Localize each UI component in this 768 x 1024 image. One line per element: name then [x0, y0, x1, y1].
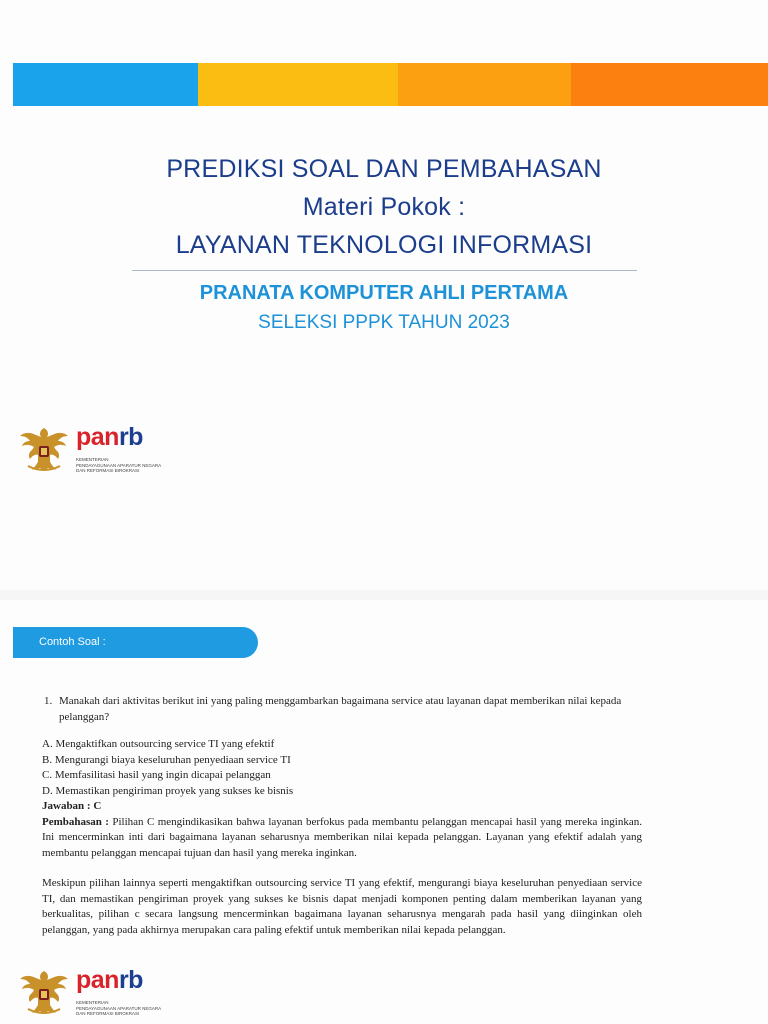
- option-d: D. Memastikan pengiriman proyek yang sukses ke bisnis: [42, 784, 294, 797]
- section-label: Contoh Soal :: [13, 627, 258, 658]
- options-list: [42, 737, 642, 799]
- explanation-text: Pilihan C mengindikasikan bahwa layanan berfokus pada membantu pelanggan mencapai hasil yang mereka inginkan. Ini mencerminkan inti dari bagaimana layanan seharusnya memberikan nilai kepada pelanggan. Layanan yang efektif adalah yang membantu pelanggan mencapai tujuan dan hasil yang mereka inginkan.: [42, 815, 642, 859]
- question-content: [42, 694, 642, 938]
- answer: Jawaban : C: [42, 800, 102, 812]
- divider: [132, 270, 637, 271]
- color-bar-yellow: [198, 63, 398, 106]
- title-line-1: PREDIKSI SOAL DAN PEMBAHASAN: [166, 155, 602, 183]
- option-a: A. Mengaktifkan outsourcing service TI yang efektif: [42, 738, 275, 750]
- option-b: B. Mengurangi biaya keseluruhan penyediaan service TI: [42, 753, 291, 766]
- title-line-2: Materi Pokok :: [302, 193, 466, 221]
- color-bar-blue: [13, 63, 198, 106]
- logo-text: [76, 967, 186, 1017]
- logo-wordmark: panrb: [76, 966, 143, 994]
- option-c: C. Memfasilitasi hasil yang ingin dicapai pelanggan: [42, 769, 271, 781]
- question: [42, 694, 642, 725]
- subtitle-selection: SELEKSI PPPK TAHUN 2023: [258, 312, 510, 333]
- slide-title: [0, 150, 768, 264]
- color-bar-dark-orange: [571, 63, 768, 106]
- title-line-3: LAYANAN TEKNOLOGI INFORMASI: [175, 231, 593, 259]
- color-bar: [13, 63, 768, 106]
- explanation: [42, 815, 642, 862]
- explanation-paragraph-2: Meskipun pilihan lainnya seperti mengaktifkan outsourcing service TI yang efektif, mengurangi biaya keseluruhan penyediaan service TI, dan memastikan pengiriman proyek yang sukses ke bisnis dapat menjadi komponen penting dalam memberikan layanan yang berkualitas, pilihan c secara langsung mencerminkan bagaimana layanan seharusnya mengarah pada hasil yang diinginkan oleh pelanggan, yang pada akhirnya merupakan cara paling efektif untuk memberikan nilai kepada pelanggan.: [42, 877, 642, 936]
- explanation-label: Pembahasan :: [42, 815, 109, 828]
- logo-tagline: KEMENTERIAN PENDAYAGUNAAN APARATUR NEGARA DAN REFORMASI BIROKRASI: [76, 1000, 162, 1016]
- panrb-logo: [18, 422, 186, 474]
- subtitle-position: PRANATA KOMPUTER AHLI PERTAMA: [199, 282, 569, 304]
- garuda-emblem-icon: [18, 965, 70, 1017]
- logo-text: [76, 424, 186, 474]
- question-text: Manakah dari aktivitas berikut ini yang paling menggambarkan bagaimana service atau layanan dapat memberikan nilai kepada pelanggan?: [59, 695, 622, 723]
- garuda-emblem-icon: [18, 422, 70, 474]
- question-number: 1.: [44, 695, 53, 707]
- color-bar-orange: [398, 63, 571, 106]
- logo-tagline: KEMENTERIAN PENDAYAGUNAAN APARATUR NEGARA DAN REFORMASI BIROKRASI: [76, 457, 162, 473]
- panrb-logo-footer: [18, 965, 186, 1017]
- logo-wordmark: panrb: [76, 423, 143, 451]
